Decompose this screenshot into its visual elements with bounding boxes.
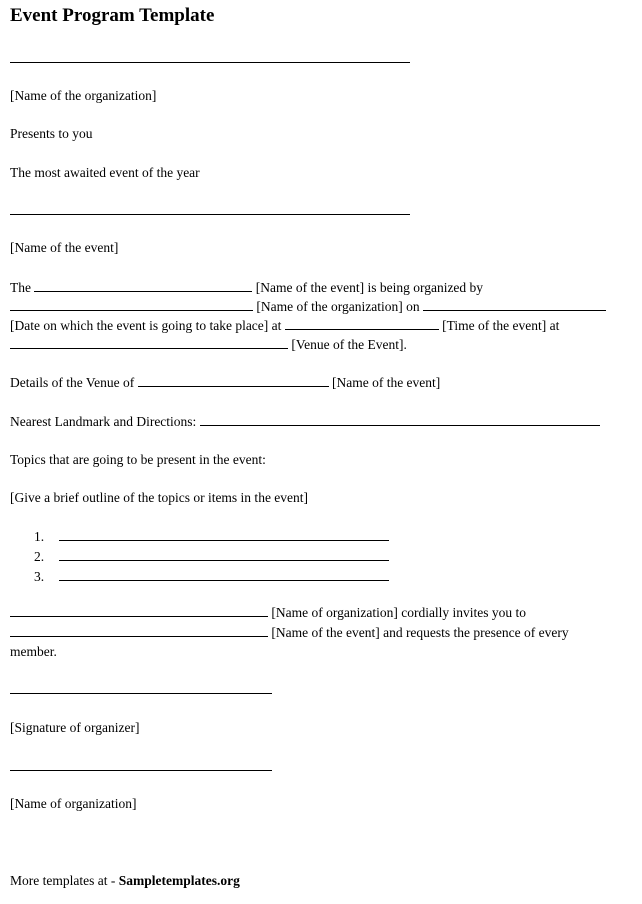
invite-line1 [10,605,526,621]
invite-line2-text: [Name of the event] and requests the presence of every [271,625,569,640]
venue-text: [Venue of the Event]. [291,337,407,352]
page-title: Event Program Template [10,5,215,26]
venue-details-label: Details of the Venue of [10,375,135,390]
invite-line1-text: [Name of organization] cordially invites you to [271,605,527,620]
topic-number-3: 3. [34,569,45,584]
org-sign-label: [Name of organization] [10,796,137,811]
invite-line3: member. [10,644,57,659]
date-at-text: [Date on which the event is going to take place] at [10,318,282,333]
event-name-line [10,214,410,215]
awaited-text: The most awaited event of the year [10,165,200,180]
landmark [10,414,600,430]
event-name-label: [Name of the event] [10,240,119,255]
landmark-label: Nearest Landmark and Directions: [10,414,197,429]
signature-line [10,693,272,694]
venue-details [10,375,440,391]
signature-label: [Signature of organizer] [10,720,140,735]
venue-details-event: [Name of the event] [331,375,441,390]
org-on-text: [Name of the organization] on [256,299,420,314]
topic-number-1: 1. [34,529,45,544]
para1-line2 [10,299,606,315]
para1-line4 [10,337,407,353]
para1-line1 [10,280,483,296]
time-at-text: [Time of the event] at [442,318,560,333]
landmark-blank [200,414,600,426]
footer [10,873,240,889]
footer-site-link[interactable]: Sampletemplates.org [118,873,240,888]
presents-text: Presents to you [10,126,93,141]
venue-details-blank [138,375,329,387]
date-blank [423,299,606,311]
invite-line2 [10,625,569,641]
org-name-line [10,62,410,63]
topic-line-1 [59,540,389,541]
event-organized-text: [Name of the event] is being organized by [255,280,484,295]
the-word: The [10,280,31,295]
org-name-label: [Name of the organization] [10,88,157,103]
invite-org-blank [10,605,268,617]
topic-number-2: 2. [34,549,45,564]
topics-outline: [Give a brief outline of the topics or items in the event] [10,490,309,505]
time-blank [285,318,439,330]
topics-heading: Topics that are going to be present in the event: [10,452,266,467]
invite-event-blank [10,625,268,637]
footer-prefix: More templates at - [10,873,116,888]
event-blank [34,280,252,292]
org-sign-line [10,770,272,771]
topic-line-3 [59,580,389,581]
para1-line3 [10,318,559,334]
topic-line-2 [59,560,389,561]
venue-blank [10,337,288,349]
org-blank [10,299,253,311]
